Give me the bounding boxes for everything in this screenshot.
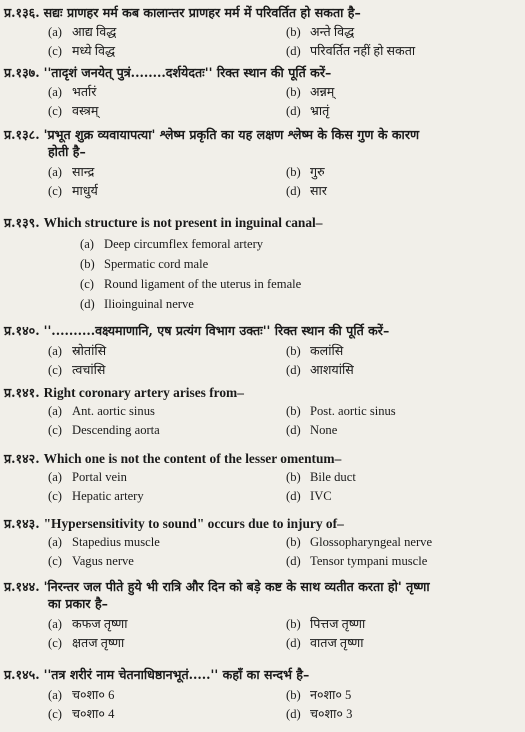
option-a[interactable]: (a) सान्द्र [48, 165, 95, 179]
option-c[interactable]: (c) माधुर्य [48, 184, 98, 198]
option-b[interactable]: (b) गुरु [286, 165, 325, 179]
option-d[interactable]: (d) सार [286, 184, 327, 198]
option-b[interactable]: (b) Spermatic cord male [80, 257, 209, 271]
question-141 [4, 384, 519, 443]
options-row [4, 422, 519, 443]
question-number: प्र.१४३. [4, 516, 40, 531]
options-row [4, 612, 519, 633]
question-number: प्र.१४०. [4, 323, 40, 338]
option-c[interactable]: (c) Round ligament of the uterus in female [80, 277, 302, 291]
question-text: ''..........वक्ष्यमाणानि, एष प्रत्यंग विभाग उक्तः'' रिक्त स्थान की पूर्ति करें– [43, 323, 390, 338]
options-row [4, 467, 519, 488]
options-row [4, 102, 519, 123]
options-row [4, 360, 519, 381]
option-d[interactable]: (d) परिवर्तित नहीं हो सकता [286, 44, 416, 58]
question-number: प्र.१४४. [4, 579, 40, 594]
option-b[interactable]: (b) न०शा० 5 [286, 688, 352, 702]
option-a[interactable]: (a) Portal vein [48, 470, 127, 484]
option-b[interactable]: (b) पित्तज तृष्णा [286, 617, 366, 631]
options-list [4, 231, 519, 314]
question-number: प्र.१३९. [4, 215, 40, 230]
option-a[interactable]: (a) Stapedius muscle [48, 535, 160, 549]
options-row [4, 42, 519, 63]
options-row [4, 81, 519, 102]
option-d[interactable]: (d) None [286, 423, 338, 437]
option-c[interactable]: (c) त्वचांसि [48, 363, 106, 377]
question-number: प्र.१४२. [4, 451, 40, 466]
option-a[interactable]: (a) भर्तारं [48, 85, 97, 99]
question-text: Which structure is not present in inguinal canal– [43, 215, 323, 230]
question-text: 'प्रभूत शुक्र व्यवायापत्या' श्लेष्म प्रकृति का यह लक्षण श्लेष्म के किस गुण के कारण [43, 127, 420, 142]
option-d[interactable]: (d) भ्रातृं [286, 104, 330, 118]
option-d[interactable]: (d) IVC [286, 489, 332, 503]
option-d[interactable]: (d) Ilioinguinal nerve [80, 297, 194, 311]
option-d[interactable]: (d) च०शा० 3 [286, 707, 353, 721]
option-a[interactable]: (a) स्रोतांसि [48, 344, 107, 358]
option-a[interactable]: (a) च०शा० 6 [48, 688, 115, 702]
question-text: 'निरन्तर जल पीते हुये भी रात्रि और दिन को बड़े कष्ट के साथ व्यतीत करता हो' तृष्णा [43, 579, 430, 594]
question-number: प्र.१३७. [4, 65, 40, 80]
options-row [4, 21, 519, 42]
question-142 [4, 450, 519, 509]
option-b[interactable]: (b) अन्ते विद्ध [286, 25, 355, 39]
question-138 [4, 126, 519, 202]
question-137 [4, 64, 519, 123]
question-144 [4, 578, 519, 654]
option-d[interactable]: (d) Tensor tympani muscle [286, 554, 428, 568]
question-text: Right coronary artery arises from– [43, 385, 244, 400]
option-a[interactable]: (a) Ant. aortic sinus [48, 404, 155, 418]
option-a[interactable]: (a) आद्य विद्ध [48, 25, 117, 39]
option-c[interactable]: (c) Hepatic artery [48, 489, 144, 503]
options-row [4, 704, 519, 725]
question-136 [4, 4, 519, 63]
option-d[interactable]: (d) वातज तृष्णा [286, 636, 364, 650]
options-row [4, 683, 519, 704]
question-145 [4, 666, 519, 725]
option-c[interactable]: (c) च०शा० 4 [48, 707, 115, 721]
option-d[interactable]: (d) आशयांसि [286, 363, 354, 377]
question-number: प्र.१३६. [4, 5, 40, 20]
option-c[interactable]: (c) Vagus nerve [48, 554, 134, 568]
option-b[interactable]: (b) अन्नम् [286, 85, 335, 99]
option-a[interactable]: (a) Deep circumflex femoral artery [80, 237, 264, 251]
question-text: "Hypersensitivity to sound" occurs due to injury of– [43, 516, 344, 531]
option-b[interactable]: (b) Post. aortic sinus [286, 404, 396, 418]
question-text: Which one is not the content of the lesser omentum– [43, 451, 342, 466]
option-b[interactable]: (b) Bile duct [286, 470, 356, 484]
option-b[interactable]: (b) Glossopharyngeal nerve [286, 535, 433, 549]
options-row [4, 532, 519, 553]
option-b[interactable]: (b) कलांसि [286, 344, 344, 358]
question-number: प्र.१४१. [4, 385, 40, 400]
option-c[interactable]: (c) क्षतज तृष्णा [48, 636, 125, 650]
option-c[interactable]: (c) वस्त्रम् [48, 104, 99, 118]
question-text: सद्यः प्राणहर मर्म कब कालान्तर प्राणहर मर्म में परिवर्तित हो सकता है– [43, 5, 361, 20]
question-text: ''तादृशं जनयेत् पुत्रं........दर्शयेदतः'' रिक्त स्थान की पूर्ति करें– [43, 65, 332, 80]
option-c[interactable]: (c) Descending aorta [48, 423, 160, 437]
options-row [4, 181, 519, 202]
option-c[interactable]: (c) मध्ये विद्ध [48, 44, 116, 58]
options-row [4, 401, 519, 422]
question-139 [4, 214, 519, 314]
options-row [4, 160, 519, 181]
question-text-continued: होती है– [48, 144, 86, 159]
option-a[interactable]: (a) कफज तृष्णा [48, 617, 128, 631]
options-row [4, 488, 519, 509]
options-row [4, 339, 519, 360]
question-140 [4, 322, 519, 381]
question-text: ''तत्र शरीरं नाम चेतनाधिष्ठानभूतं.....'' कहाँ का सन्दर्भ है– [43, 667, 310, 682]
question-143 [4, 515, 519, 574]
options-row [4, 553, 519, 574]
question-number: प्र.१३८. [4, 127, 40, 142]
options-row [4, 633, 519, 654]
question-text-continued: का प्रकार है– [48, 596, 108, 611]
question-number: प्र.१४५. [4, 667, 40, 682]
